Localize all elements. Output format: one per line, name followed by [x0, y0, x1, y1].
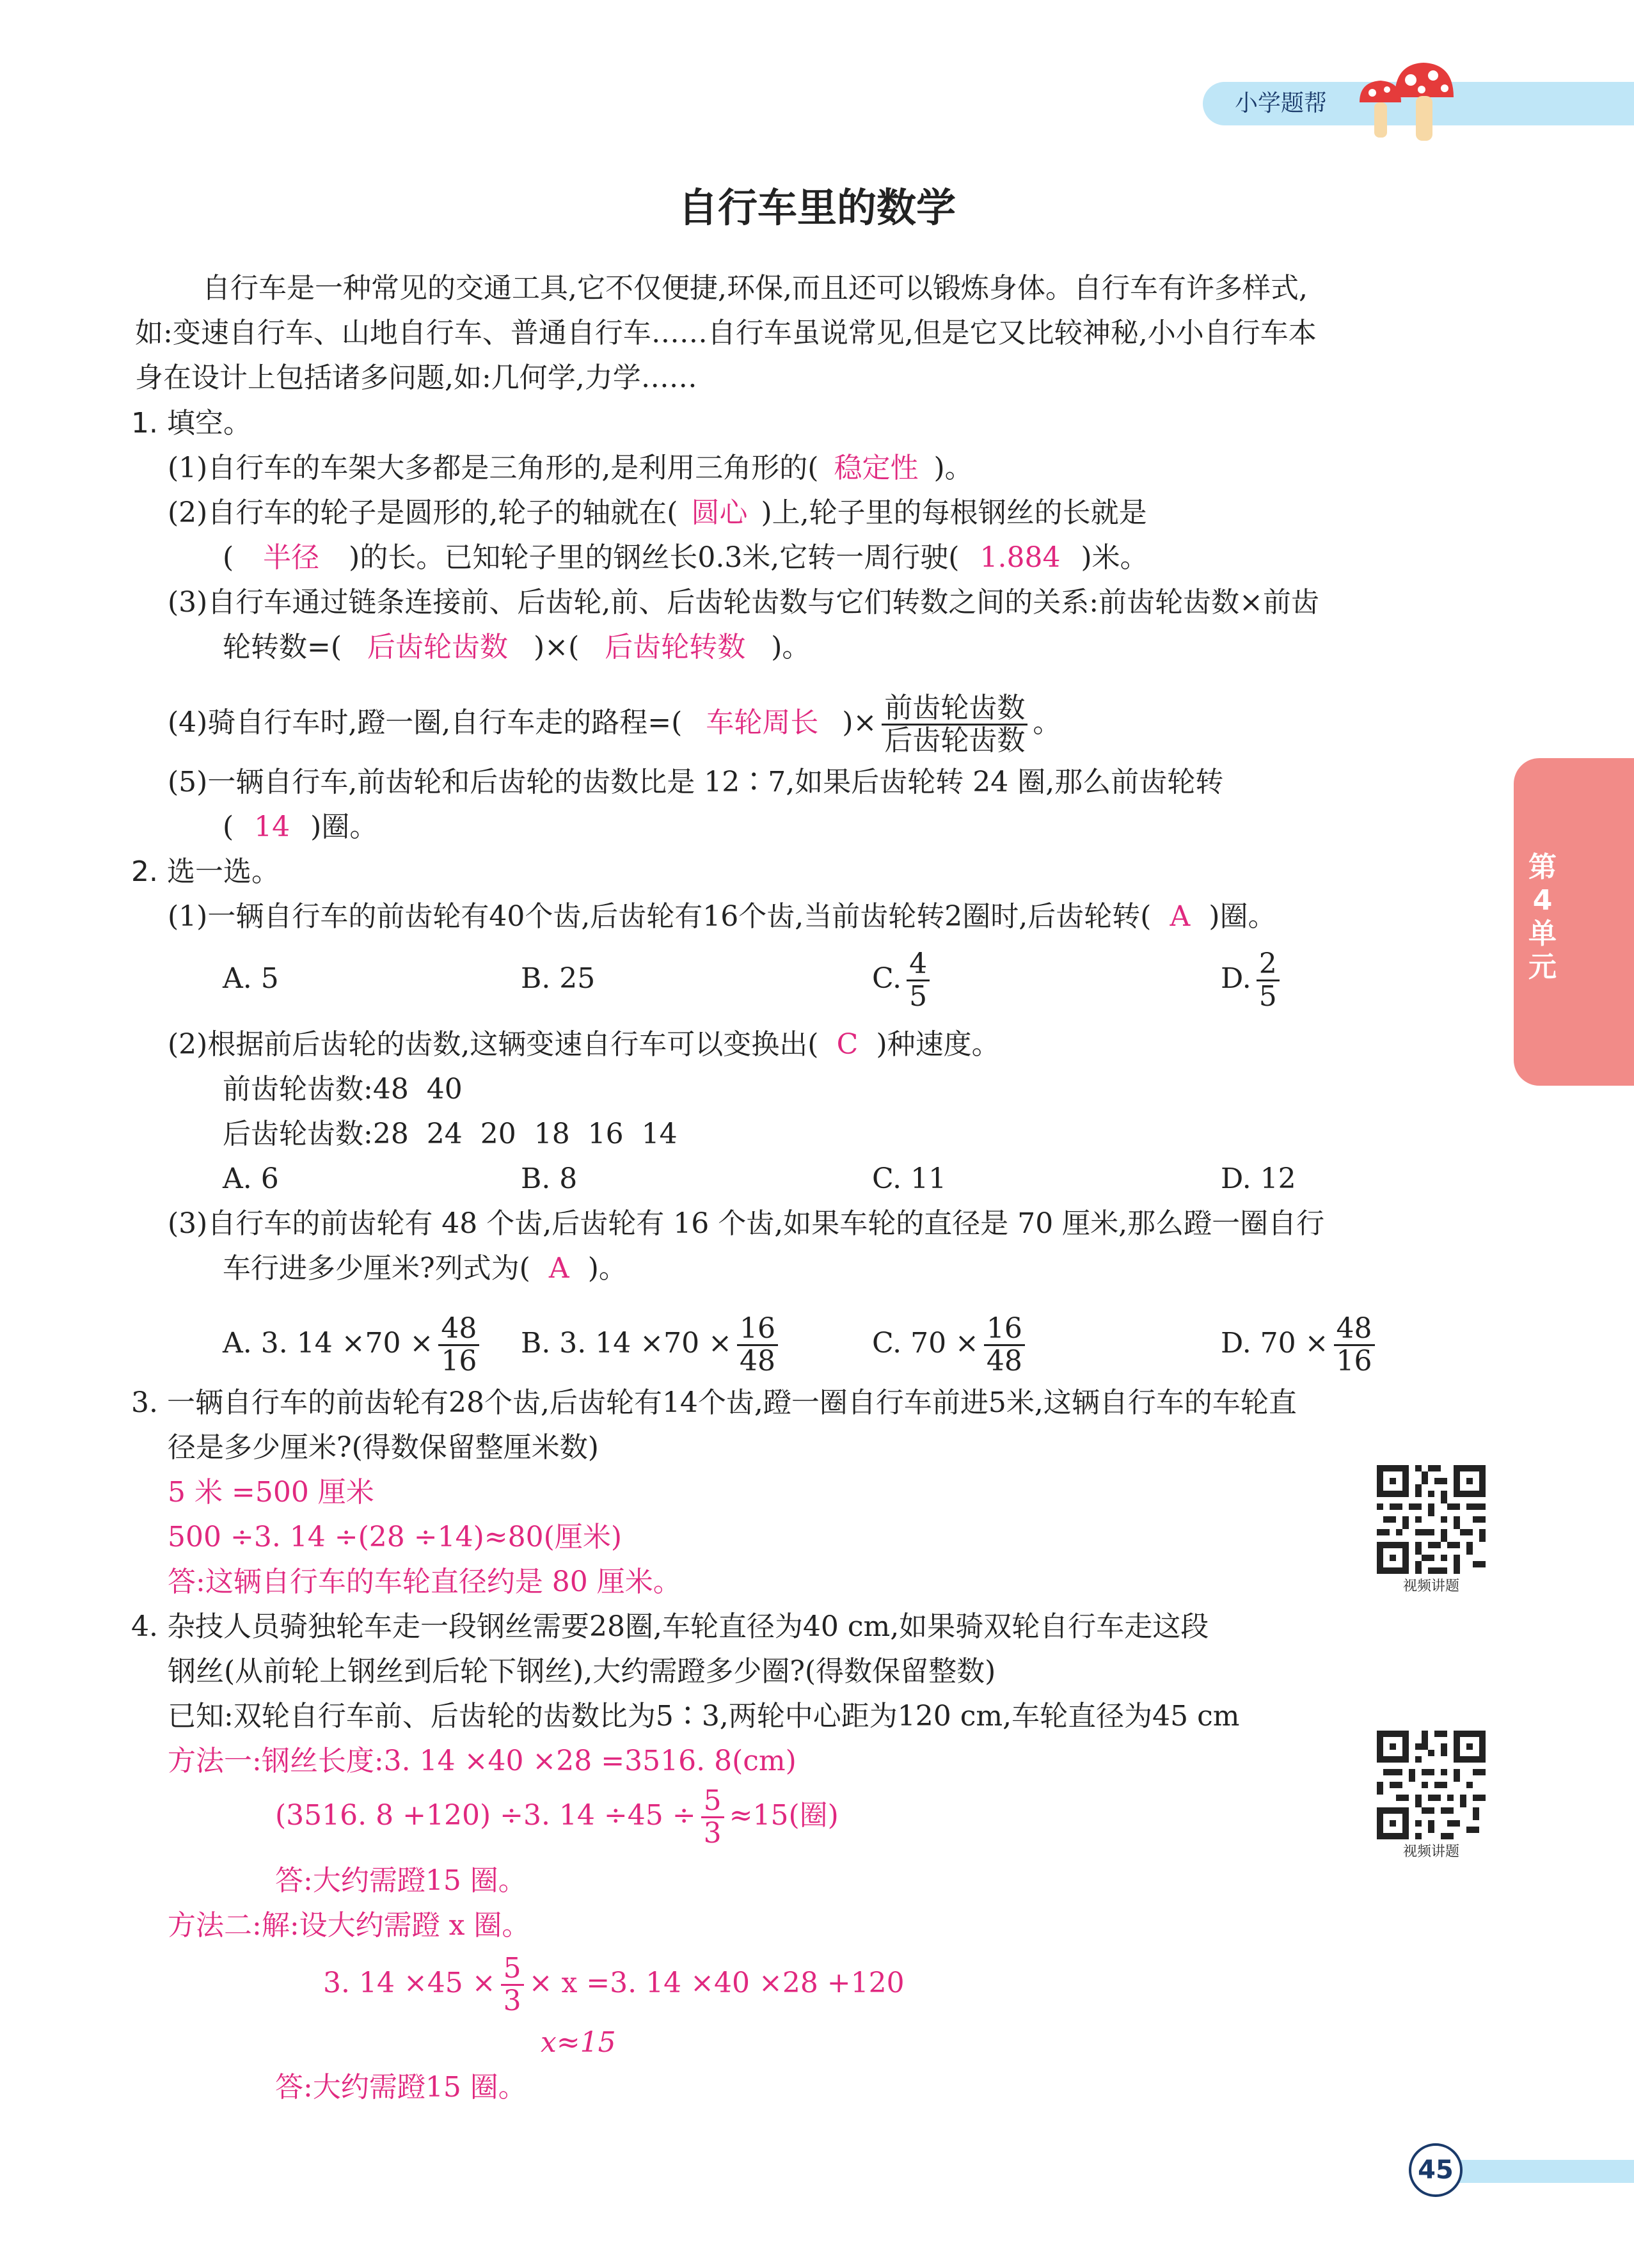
- q1-4-denominator: 后齿轮齿数: [884, 724, 1026, 757]
- q2-3-option-a-label: A. 3. 14 ×70 ×: [223, 1327, 434, 1360]
- q2-1-option-d-num: 2: [1257, 949, 1280, 981]
- q1-2-answer-1: 圆心: [691, 496, 748, 529]
- qr-code-icon[interactable]: [1377, 1465, 1486, 1574]
- q2-3-option-c-den: 48: [986, 1345, 1022, 1377]
- q1-2-text-a: (2)自行车的轮子是圆形的,轮子的轴就在(: [168, 496, 678, 529]
- q1-heading: 1. 填空。: [131, 407, 251, 440]
- q2-3-option-d-label: D. 70 ×: [1221, 1327, 1329, 1360]
- q4-method-1-line-1: 方法一:钢丝长度:3. 14 ×40 ×28 =3516. 8(cm): [168, 1745, 797, 1777]
- q2-1-option-c-fraction: [907, 949, 930, 1012]
- q3-line-1: 3. 一辆自行车的前齿轮有28个齿,后齿轮有14个齿,蹬一圈自行车前进5米,这辆自行车的车轮直: [131, 1386, 1297, 1419]
- q1-3-text-d: )。: [771, 631, 811, 663]
- q2-1-option-d-den: 5: [1258, 980, 1277, 1013]
- q2-3-line-1: (3)自行车的前齿轮有 48 个齿,后齿轮有 16 个齿,如果车轮的直径是 70 厘米,那么蹬一圈自行: [168, 1207, 1325, 1240]
- q2-1-option-c-num: 4: [907, 949, 930, 981]
- q2-2-end: )种速度。: [876, 1028, 1000, 1061]
- q1-1-text: (1)自行车的车架大多都是三角形的,是利用三角形的(: [168, 452, 819, 484]
- q2-3-option-c-num: 16: [984, 1313, 1025, 1346]
- unit-tab-label: 第 4 单 元: [1528, 851, 1557, 983]
- q1-1-answer: 稳定性: [834, 452, 919, 484]
- q4-method-1-expr: (3516. 8 +120) ÷3. 14 ÷45 ÷: [275, 1799, 696, 1832]
- q2-3-option-d-fraction: [1334, 1313, 1375, 1377]
- q1-4-numerator: 前齿轮齿数: [882, 693, 1027, 726]
- q1-2-text-d: )的长。已知轮子里的钢丝长0.3米,它转一周行驶(: [349, 541, 960, 574]
- intro-line-3: 身在设计上包括诸多问题,如:几何学,力学……: [135, 361, 697, 394]
- page-number: 45: [1409, 2143, 1463, 2197]
- q2-1-text: (1)一辆自行车的前齿轮有40个齿,后齿轮有16个齿,当前齿轮转2圈时,后齿轮转(: [168, 900, 1152, 933]
- q4-line-3: 已知:双轮自行车前、后齿轮的齿数比为5∶3,两轮中心距为120 cm,车轮直径为45 cm: [168, 1700, 1240, 1733]
- q1-3-text-c: )×(: [534, 631, 580, 663]
- q2-3-option-c-fraction: [984, 1313, 1025, 1377]
- q2-1-option-c-den: 5: [909, 980, 928, 1013]
- q2-heading: 2. 选一选。: [131, 855, 280, 888]
- q4-method-2-line-1: 方法二:解:设大约需蹬 x 圈。: [168, 1909, 530, 1942]
- q1-2-answer-2: 半径: [263, 541, 320, 574]
- q4-method-2-answer: 答:大约需蹬15 圈。: [275, 2071, 527, 2104]
- q1-3-line-1: (3)自行车通过链条连接前、后齿轮,前、后齿轮齿数与它们转数之间的关系:前齿轮齿数×前齿: [168, 586, 1320, 619]
- brand-label: 小学题帮: [1235, 90, 1328, 116]
- q2-2: [168, 1026, 1000, 1064]
- q3-answer-2: 500 ÷3. 14 ÷(28 ÷14)≈80(厘米): [168, 1521, 622, 1553]
- q1-5-text-c: )圈。: [310, 811, 378, 843]
- qr-label-2: 视频讲题: [1402, 1844, 1459, 1860]
- q4-method-2-expr: 3. 14 ×45 ×: [323, 1967, 496, 1999]
- q2-3-text-b: 车行进多少厘米?列式为(: [223, 1252, 530, 1285]
- q2-1: [168, 898, 1276, 936]
- q2-3-option-b-fraction: [737, 1313, 778, 1377]
- q2-3-option-b-den: 48: [739, 1345, 775, 1377]
- q2-3-answer: A: [548, 1252, 569, 1285]
- q4-method-1-fraction: [701, 1786, 724, 1849]
- q2-3-option-a: [223, 1305, 484, 1382]
- q4-method-1-den: 3: [703, 1817, 722, 1850]
- qr-code-icon[interactable]: [1377, 1731, 1486, 1839]
- q4-method-1-line-2: [275, 1777, 839, 1854]
- q1-4-text-a: (4)骑自行车时,蹬一圈,自行车走的路程=(: [168, 706, 683, 739]
- q2-3-option-a-num: 48: [438, 1313, 479, 1346]
- q1-5-line-1: (5)一辆自行车,前齿轮和后齿轮的齿数比是 12∶7,如果后齿轮转 24 圈,那么前齿轮转: [168, 766, 1224, 798]
- q2-1-option-b: B. 25: [521, 962, 596, 995]
- q1-2-line-2: [223, 539, 1148, 577]
- q1-4-fraction: [882, 693, 1027, 756]
- q1-2-answer-3: 1.884: [980, 541, 1061, 574]
- q3-answer-1: 5 米 =500 厘米: [168, 1476, 374, 1509]
- q2-2-option-c: C. 11: [872, 1162, 947, 1195]
- q4-method-2-num: 5: [501, 1953, 524, 1986]
- q1-4-text-c: 。: [1033, 706, 1061, 739]
- q4-method-1-result: ≈15(圈): [729, 1799, 839, 1832]
- q2-1-option-c-label: C.: [872, 962, 902, 995]
- q2-3-option-c-label: C. 70 ×: [872, 1327, 979, 1360]
- q2-3-line-2: [223, 1249, 627, 1288]
- q1-3-text-b: 轮转数=(: [223, 631, 342, 663]
- q1-2-text-c: (: [223, 541, 234, 574]
- page-title: 自行车里的数学: [678, 184, 956, 231]
- q4-method-2-fraction: [501, 1953, 524, 2017]
- q4-method-2-result: x≈15: [541, 2026, 616, 2059]
- q1-4-answer: 车轮周长: [706, 706, 819, 739]
- q1-4: [168, 691, 1061, 756]
- q2-1-option-d-fraction: [1257, 949, 1280, 1012]
- q2-1-option-d: [1221, 940, 1285, 1017]
- q4-method-1-answer: 答:大约需蹬15 圈。: [275, 1864, 527, 1897]
- q2-1-answer: A: [1170, 900, 1191, 933]
- q2-3-option-b-num: 16: [737, 1313, 778, 1346]
- q1-2-text-b: )上,轮子里的每根钢丝的长就是: [761, 496, 1147, 529]
- q2-3-option-d-den: 16: [1336, 1345, 1372, 1377]
- q2-2-rear-gears: 后齿轮齿数:28 24 20 18 16 14: [223, 1118, 678, 1150]
- q2-3-text-c: )。: [587, 1252, 627, 1285]
- intro-line-1: 自行车是一种常见的交通工具,它不仅便捷,环保,而且还可以锻炼身体。自行车有许多样式,: [202, 272, 1308, 305]
- q2-3-option-d: [1221, 1305, 1380, 1382]
- q4-method-2-den: 3: [503, 1985, 521, 2017]
- q2-1-option-a: A. 5: [223, 962, 279, 995]
- q2-1-option-d-label: D.: [1221, 962, 1251, 995]
- q4-line-1: 4. 杂技人员骑独轮车走一段钢丝需要28圈,车轮直径为40 cm,如果骑双轮自行车走这段: [131, 1610, 1209, 1643]
- qr-label-1: 视频讲题: [1402, 1578, 1459, 1594]
- q1-2-text-e: )米。: [1081, 541, 1148, 574]
- q2-1-end: )圈。: [1209, 900, 1276, 933]
- q3-line-2: 径是多少厘米?(得数保留整厘米数): [168, 1431, 599, 1464]
- q2-2-option-d: D. 12: [1221, 1162, 1296, 1195]
- q1-4-text-b: )×: [842, 706, 877, 739]
- q1-5-line-2: [223, 808, 377, 846]
- q1-3-answer-2: 后齿轮转数: [605, 631, 746, 663]
- intro-line-2: 如:变速自行车、山地自行车、普通自行车……自行车虽说常见,但是它又比较神秘,小小自行车本: [135, 317, 1317, 349]
- q4-method-2-rhs: × x =3. 14 ×40 ×28 +120: [528, 1967, 905, 1999]
- q1-3-line-2: [223, 628, 810, 667]
- q3-answer-3: 答:这辆自行车的车轮直径约是 80 厘米。: [168, 1566, 681, 1598]
- q1-1-end: )。: [933, 452, 973, 484]
- q2-2-text: (2)根据前后齿轮的齿数,这辆变速自行车可以变换出(: [168, 1028, 819, 1061]
- q2-2-option-b: B. 8: [521, 1162, 578, 1195]
- q4-line-2: 钢丝(从前轮上钢丝到后轮下钢丝),大约需蹬多少圈?(得数保留整数): [168, 1655, 996, 1688]
- q4-method-2-equation: [323, 1945, 905, 2022]
- q2-3-option-a-fraction: [438, 1313, 479, 1377]
- q4-method-1-num: 5: [701, 1786, 724, 1818]
- q2-1-option-c: [872, 940, 935, 1017]
- q2-3-option-b: [521, 1305, 783, 1382]
- mushroom-icon: [1350, 58, 1459, 147]
- q1-5-answer: 14: [254, 811, 290, 843]
- q2-2-answer: C: [836, 1028, 859, 1061]
- q2-2-option-a: A. 6: [223, 1162, 279, 1195]
- q2-3-option-d-num: 48: [1334, 1313, 1375, 1346]
- q1-3-answer-1: 后齿轮齿数: [367, 631, 509, 663]
- q1-2-line-1: [168, 494, 1147, 532]
- q2-3-option-b-label: B. 3. 14 ×70 ×: [521, 1327, 732, 1360]
- q2-2-front-gears: 前齿轮齿数:48 40: [223, 1073, 463, 1106]
- q2-3-option-c: [872, 1305, 1030, 1382]
- q1-1: [168, 449, 973, 488]
- q2-3-option-a-den: 16: [441, 1345, 477, 1377]
- q1-5-text-b: (: [223, 811, 234, 843]
- footer-bar: [1433, 2160, 1634, 2183]
